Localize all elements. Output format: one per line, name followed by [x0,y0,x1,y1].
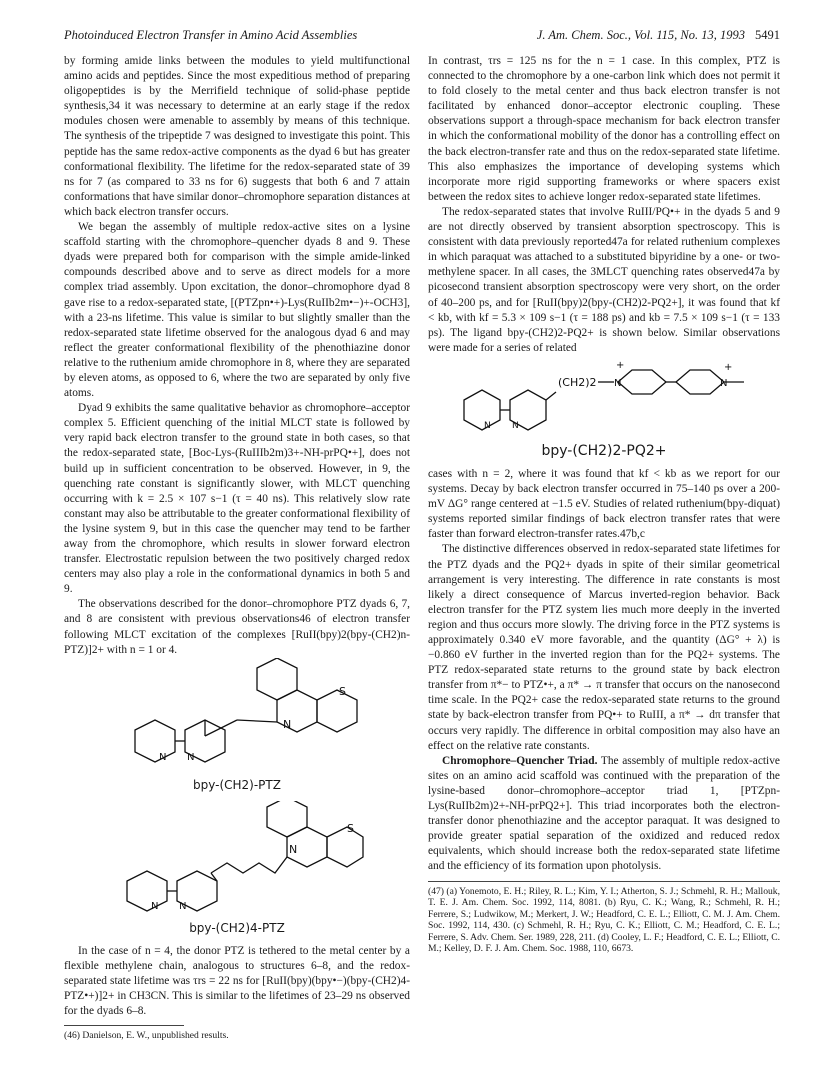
nitrogen-label: N [289,842,298,856]
nitrogen-label: N [512,420,519,431]
benzo-ring [267,801,307,837]
nitrogen-label: N [151,900,159,912]
paragraph: We began the assembly of multiple redox-active sites on a lysine scaffold starting with the chromophore–quencher dyads 8 and 9. These dyads were prepared both for comparison with the simple amide-linked compounds described above and to serve as direct models for a more complex triad assembly. Upon excitation, the donor–chromophore dyad 8 gave rise to a redox-separated state, [(PTZpn•+)-Lys(RuIIb2m•−)+-OCH3], with a 23-ns lifetime. This value is similar to but slightly smaller than the redox-separated state lifetime observed for the analogous dyad 6 and may reflect the greater conformational flexibility of the phenothiazine donor relative to the ruthenium amide chromophore in 8, where they are separated by eleven atoms, as opposed to 6, where the two are separated by only five atoms. [64,221,410,400]
n-bond [237,720,277,722]
footnote-rule [64,1025,184,1026]
left-column [64,54,410,1042]
page-number: 5491 [755,28,780,42]
footnote-rule [428,881,780,882]
paragraph: In contrast, τrs = 125 ns for the n = 1 case. In this complex, PTZ is connected to the chromophore by a one-carbon link which does not permit it to fold closely to the metal center and thus back electron transfer is not facilitated by enhanced donor–acceptor electronic coupling. These observations support a through-space mechanism for back electron transfer in which the conformational mobility of the donor has a controlling effect on the back electron-transfer rate and thus on the redox-separated state lifetime. This also emphasizes the importance of developing systems which incorporate more rigid supporting frameworks or where spacers exist between the redox sites to achieve longer redox-separated state lifetimes. [428,55,780,203]
paragraph [428,754,780,875]
section-heading: Chromophore–Quencher Triad. [442,754,598,767]
sulfur-label: S [339,684,346,698]
bpy-ch2-ptz-structure [107,658,367,776]
footnote: (47) (a) Yonemoto, E. H.; Riley, R. L.; Kim, Y. I.; Atherton, S. J.; Schmehl, R. H.; Mallouk, T. E. J. Am. Chem. Soc. 1992, 114, 8081. (b) Ryu, C. K.; Wang, R.; Schmehl, R. H.; Ferrere, S.; Ludwikow, M.; Merkert, J. W.; Headford, C. E. L.; Elliott, C. M. J. Am. Chem. Soc. 1992, 114, 430. (c) Schmehl, R. H.; Ryu, C. K.; Elliott, C. M.; Headford, C. E. L.; Ferrere, S. Adv. Chem. Ser. 1989, 228, 211. (d) Cooley, L. F.; Headford, C. E. L.; Elliott, C. M.; Kelley, D. F. J. Am. Chem. Soc. 1988, 110, 6673. [428,885,780,955]
pyridine-ring [464,390,500,430]
structure-caption: bpy-(CH2)4-PTZ [189,920,285,935]
butylene-chain [211,857,287,873]
nitrogen-label: N [187,751,195,763]
structure-caption: bpy-(CH2)-PTZ [193,777,281,792]
paragraph: The observations described for the donor–chromophore PTZ dyads 6, 7, and 8 are consistent with previous observations46 of electron transfer following MLCT excitation of the complexes [RuII(bpy)2(bpy-(CH2)n-PTZ)]2+ with n = 1 or 4. [64,598,410,656]
charge-plus: + [616,359,625,371]
nitrogen-label: N [283,717,292,731]
chain-bond [546,392,556,400]
sulfur-label: S [347,821,354,835]
footnote: (46) Danielson, E. W., unpublished results. [64,1030,229,1042]
nitrogen-label: N [159,751,167,763]
nitrogen-label: N [179,900,187,912]
paragraph: by forming amide links between the modules to yield multifunctional amino acids and peptides. Since the most expeditious method of preparing oligopeptides is by the Merrifield technique of solid-phase peptide synthesis,34 it was necessary to determine at an early stage if the redox modules chosen were amenable to assembly by means of this technique. The synthesis of the tripeptide 7 was designed to investigate this point. This peptide has the same redox-active components as the dyad 6 but has greater conformational flexibility. The lifetime for the redox-separated state of 39 ns for 7 (as compared to 33 ns for 6) suggests that both 6 and 7 attain conformations that have similar donor–chromophore separation distances at which back electron transfer occurs. [64,55,410,218]
paragraph: cases with n = 2, where it was found that kf < kb as we report for our systems. Decay by back electron transfer occurred in 75–140 ps over a 200-mV ΔG° range centered at −1.5 eV. Studies of related ruthenium(bpy-diquat) systems reported similar findings of back electron transfer rates that were faster than forward electron-transfer rates.47b,c [428,467,780,541]
nitrogen-label: N [484,420,491,431]
benzo-ring [317,690,357,732]
pyridinium-ring [676,370,724,394]
paragraph: The redox-separated states that involve RuIII/PQ•+ in the dyads 5 and 9 are not directly observed by transient absorption spectroscopy. This is consistent with data previously reported47a for related ruthenium complexes in which paraquat was attached to a substituted bipyridine by a one- or two-methylene spacer. In all cases, the 3MLCT quenching rates observed47a by picosecond transient absorption spectroscopy were very short, on the order of 40–200 ps, and for [RuII(bpy)2(bpy-(CH2)2-PQ2+], it was found that kf < kb, with kf = 5.3 × 109 s−1 (τ = 188 ps) and kb = 7.5 × 109 s−1 (τ = 133 ps). The ligand bpy-(CH2)2-PQ2+ is shown below. Similar observations were made for a series of related [428,205,780,354]
journal-info: J. Am. Chem. Soc., Vol. 115, No. 13, 1993 [536,28,745,42]
paragraph: The distinctive differences observed in redox-separated state lifetimes for the PTZ dyads and the PQ2+ dyads in spite of their similar geometrical arrangement is very interesting. The difference in rate constants is most likely a direct consequence of Marcus inverted-region behavior. Back electron transfer for the PTZ system lies much more deeply in the inverted region and thus occurs more slowly. The driving force in the PTZ systems is approximately 0.340 eV more favorable, and the quantity (ΔG° + λ) is −0.860 eV further in the inverted region than for the PQ2+ systems. The PTZ redox-separated state returns to the ground state by back electron transfer from π*− to PTZ•+, a π* → π transfer that occurs on the nanosecond time scale. In the PQ2+ case the redox-separated state returns to the ground state by back-electron transfer from PQ•+ to RuIII, a π* → dπ transfer that occurs very rapidly. The difference in orbital composition may also have an effect on the relative rate constants. [428,543,780,752]
nitrogen-label: N [720,377,728,389]
pyridine-ring [127,871,167,911]
chain-label: (CH2)2 [558,375,597,389]
pyridine-ring [135,720,175,762]
running-title: Photoinduced Electron Transfer in Amino Acid Assemblies [64,28,358,42]
right-column [428,54,780,955]
paragraph: In the case of n = 4, the donor PTZ is tethered to the metal center by a flexible methylene chain, analogous to structures 6–8, and the redox-separated state lifetime was τrs = 22 ns for [RuII(bpy)(bpy•−)(bpy-(CH2)4-PTZ•+)]2+ in CH3CN. This is similar to the lifetimes of 23–29 ns observed for the dyads 6–8. [64,944,410,1018]
paragraph: Dyad 9 exhibits the same qualitative behavior as chromophore–acceptor complex 5. Efficient quenching of the initial MLCT state is followed by very rapid back electron transfer to the ground state in both cases, so that the redox-separated state, [Boc-Lys-(RuIIIb2m)3+-NH-prPQ•+], does not build up in sufficient concentration to be observed. However, in 9, the quenching rate constant is significantly slower, with MLCT quenching occurring with k = 2.5 × 107 s−1 (τ = 40 ns). This relatively slow rate constant may also be attributable to the greater conformational flexibility of the lysine system 9, but in this case the quencher may tend to be farther away from the chromophore, which results in slower forward electron transfer. Electrostatic repulsion between the two positively charged redox centers may also play a role in the conformational dynamics in both 5 and 9. [64,402,410,596]
bpy-ch2-2-pq-structure [454,356,754,442]
benzo-ring [327,827,363,867]
journal-citation [537,28,780,43]
paragraph-text: The assembly of multiple redox-active sites on an amino acid scaffold was continued with the preparation of the lysine-based donor–chromophore–acceptor triad 1, [PTZpn-Lys(RuIIb2m)2+-NH-prPQ2+]. This triad incorporates both the electron-transfer donor phenothiazine and the acceptor paraquat. It was designed to provide greater spatial separation of the oxidized and reduced redox equivalents, which should increase both the redox-separated state lifetime and the efficiency of its formation upon photolysis. [428,754,780,873]
charge-plus: + [724,361,733,373]
bpy-ch2-4-ptz-structure [107,801,367,919]
pyridinium-ring [618,370,666,394]
structure-caption: bpy-(CH2)2-PQ2+ [541,442,667,459]
nitrogen-label: N [614,377,622,389]
